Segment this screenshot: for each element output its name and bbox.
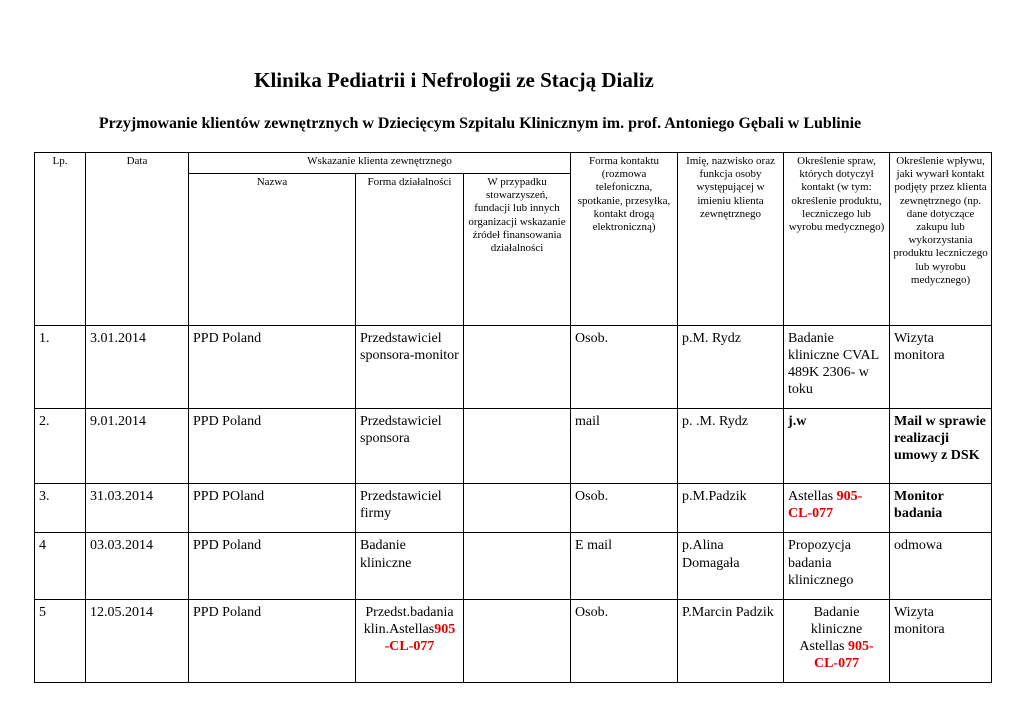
cell-impact: odmowa [890, 533, 992, 599]
cell-funding [464, 409, 571, 484]
cell-contact-form: Osob. [571, 326, 678, 409]
cell-person: p.M.Padzik [678, 484, 784, 533]
cell-contact-form: Osob. [571, 484, 678, 533]
cell-funding [464, 484, 571, 533]
table-row [35, 599, 992, 682]
header-client-indication: Wskazanie klienta zewnętrznego [189, 153, 571, 174]
cell-date: 9.01.2014 [86, 409, 189, 484]
cell-matters [784, 484, 890, 533]
header-impact: Określenie wpływu, jaki wywarł kontakt podjęty przez klienta zewnętrznego (np. dane dotyczące zakupu lub wykorzystania produktu leczniczego lub wyrobu medycznego) [890, 153, 992, 326]
cell-contact-form: mail [571, 409, 678, 484]
cell-activity-form: Badanie kliniczne [356, 533, 464, 599]
header-person: Imię, nazwisko oraz funkcja osoby występującej w imieniu klienta zewnętrznego [678, 153, 784, 326]
cell-lp: 5 [35, 599, 86, 682]
header-date: Data [86, 153, 189, 326]
cell-matters: Badanie kliniczne CVAL 489K 2306- w toku [784, 326, 890, 409]
cell-activity-form: Przedstawiciel sponsora-monitor [356, 326, 464, 409]
cell-date: 12.05.2014 [86, 599, 189, 682]
header-funding-sources: W przypadku stowarzyszeń, fundacji lub innych organizacji wskazanie źródeł finansowania działalności [464, 174, 571, 326]
cell-activity-form [356, 599, 464, 682]
table-row [35, 484, 992, 533]
cell-impact: Monitor badania [890, 484, 992, 533]
header-activity-form: Forma działalności [356, 174, 464, 326]
study-sponsor-text: Astellas [788, 489, 837, 505]
cell-activity-form: Przedstawiciel firmy [356, 484, 464, 533]
cell-date: 3.01.2014 [86, 326, 189, 409]
header-name: Nazwa [189, 174, 356, 326]
cell-contact-form: Osob. [571, 599, 678, 682]
cell-person: p.Alina Domagała [678, 533, 784, 599]
cell-date: 31.03.2014 [86, 484, 189, 533]
cell-lp: 2. [35, 409, 86, 484]
cell-impact: Wizyta monitora [890, 599, 992, 682]
header-contact-form: Forma kontaktu (rozmowa telefoniczna, spotkanie, przesyłka, kontakt drogą elektroniczną) [571, 153, 678, 326]
header-lp: Lp. [35, 153, 86, 326]
cell-impact: Mail w sprawie realizacji umowy z DSK [890, 409, 992, 484]
header-matters: Określenie spraw, których dotyczył kontakt (w tym: określenie produktu, leczniczego lub wyrobu medycznego) [784, 153, 890, 326]
study-sponsor-text: Badanie kliniczne Astellas [799, 604, 863, 654]
cell-person: p.M. Rydz [678, 326, 784, 409]
cell-activity-form: Przedstawiciel sponsora [356, 409, 464, 484]
cell-matters [784, 599, 890, 682]
cell-person: p. .M. Rydz [678, 409, 784, 484]
cell-matters: Propozycja badania klinicznego [784, 533, 890, 599]
cell-impact: Wizyta monitora [890, 326, 992, 409]
cell-name: PPD Poland [189, 326, 356, 409]
cell-lp: 3. [35, 484, 86, 533]
document-subtitle: Przyjmowanie klientów zewnętrznych w Dziecięcym Szpitalu Klinicznym im. prof. Antoniego Gębali w Lublinie [98, 115, 862, 132]
study-code-text: 905-CL-077 [788, 489, 863, 522]
study-code-text: 905 -CL-077 [384, 621, 456, 654]
table-row [35, 533, 992, 599]
table-row [35, 326, 992, 409]
study-rep-text: Przedst.badania klin.Astellas [363, 604, 454, 637]
document-title: Klinika Pediatrii i Nefrologii ze Stacją Dializ [254, 68, 654, 92]
cell-lp: 4 [35, 533, 86, 599]
study-code-text: 905-CL-077 [813, 638, 874, 671]
table-row [35, 409, 992, 484]
cell-funding [464, 533, 571, 599]
cell-funding [464, 326, 571, 409]
cell-name: PPD POland [189, 484, 356, 533]
cell-name: PPD Poland [189, 533, 356, 599]
cell-funding [464, 599, 571, 682]
cell-matters: j.w [784, 409, 890, 484]
cell-contact-form: E mail [571, 533, 678, 599]
cell-name: PPD Poland [189, 409, 356, 484]
cell-person: P.Marcin Padzik [678, 599, 784, 682]
cell-lp: 1. [35, 326, 86, 409]
cell-date: 03.03.2014 [86, 533, 189, 599]
cell-name: PPD Poland [189, 599, 356, 682]
clients-table [34, 152, 992, 683]
